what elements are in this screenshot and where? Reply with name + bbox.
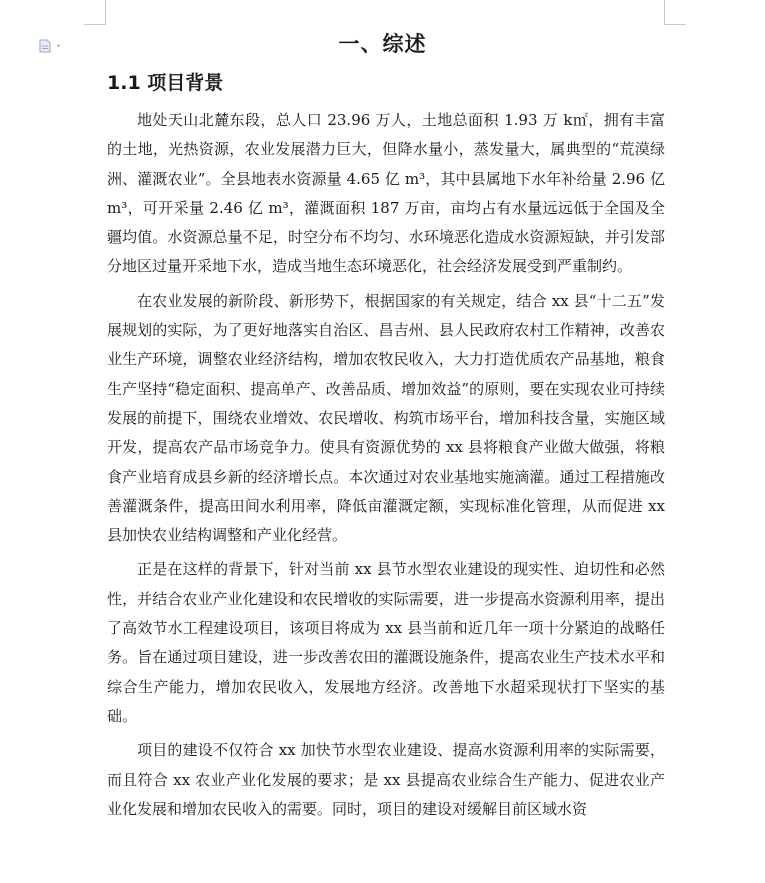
margin-corner-left-horizontal [84, 24, 106, 25]
paragraph-1: 地处天山北麓东段，总人口 23.96 万人，土地总面积 1.93 万 k㎡，拥有丰富的土地，光热资源，农业发展潜力巨大，但降水量小，蒸发量大，属典型的“荒漠绿洲、灌溉农业”。全县地表水资源量 4.65 亿 m³，其中县属地下水年补给量 2.96 亿 m³，可开采量 2.46 亿 m³，灌溉面积 187 万亩，亩均占有水量远远低于全国及全疆均值。水资源总量不足，时空分布不均匀、水环境恶化造成水资源短缺，并引发部分地区过量开采地下水，造成当地生态环境恶化，社会经济发展受到严重制约。 [107, 111, 665, 276]
margin-corner-right-horizontal [664, 24, 686, 25]
chapter-heading: 一、综述 [338, 32, 427, 56]
paragraph-4: 项目的建设不仅符合 xx 加快节水型农业建设、提高水资源利用率的实际需要，而且符合 xx 农业产业化发展的要求；是 xx 县提高农业综合生产能力、促进农业产业化发展和增加农民收入的需要。同时，项目的建设对缓解目前区域水资 [107, 741, 665, 818]
margin-corner-right-vertical [664, 0, 665, 24]
body-text [107, 106, 665, 829]
margin-corner-left-vertical [105, 0, 106, 24]
section-heading: 1.1 项目背景 [107, 72, 224, 94]
paragraph-2: 在农业发展的新阶段、新形势下，根据国家的有关规定，结合 xx 县“十二五”发展规划的实际，为了更好地落实自治区、昌吉州、县人民政府农村工作精神，改善农业生产环境，调整农业经济结构，增加农牧民收入，大力打造优质农产品基地，粮食生产坚持“稳定面积、提高单产、改善品质、增加效益”的原则，要在实现农业可持续发展的前提下，围绕农业增效、农民增收、构筑市场平台，增加科技含量，实施区域开发，提高农产品市场竞争力。使具有资源优势的 xx 县将粮食产业做大做强，将粮食产业培育成县乡新的经济增长点。本次通过对农业基地实施滴灌。通过工程措施改善灌溉条件，提高田间水利用率，降低亩灌溉定额，实现标准化管理，从而促进 xx 县加快农业结构调整和产业化经营。 [107, 291, 665, 545]
paragraph-3: 正是在这样的背景下，针对当前 xx 县节水型农业建设的现实性、迫切性和必然性，并结合农业产业化建设和农民增收的实际需要，进一步提高水资源利用率，提出了高效节水工程建设项目，该项目将成为 xx 县当前和近几年一项十分紧迫的战略任务。旨在通过项目建设，进一步改善农田的灌溉设施条件，提高农业生产技术水平和综合生产能力，增加农民收入，发展地方经济。改善地下水超采现状打下坚实的基础。 [107, 560, 665, 725]
